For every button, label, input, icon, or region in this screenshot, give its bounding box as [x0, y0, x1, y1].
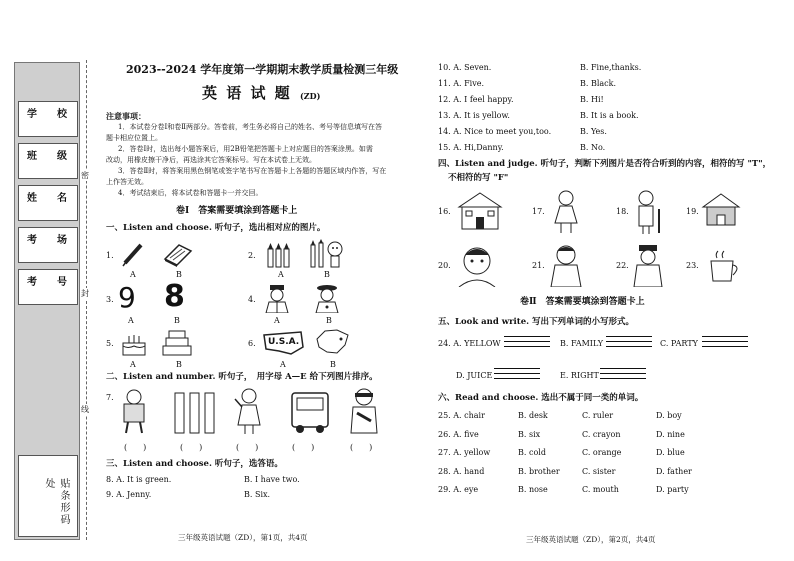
- q17-number: 17.: [532, 207, 545, 216]
- choice-option[interactable]: C. sister: [582, 466, 616, 476]
- pen-icon: [120, 240, 146, 268]
- hot-cup-icon: [702, 248, 746, 284]
- choice-option[interactable]: C. ruler: [582, 411, 614, 420]
- rulers-icon: [172, 390, 218, 436]
- q14-b[interactable]: B. Yes.: [580, 127, 607, 136]
- choice-option[interactable]: C. mouth: [582, 485, 619, 494]
- q5-number: 5.: [106, 339, 114, 348]
- school-building-icon: [454, 190, 506, 234]
- notice-line: 改动，用橡皮擦干净后，再选涂其它答案标号。写在本试卷上无效。: [106, 156, 316, 164]
- seal-cut-line: 密 封 线: [86, 60, 87, 540]
- page-title: 英 语 试 题: [202, 84, 292, 102]
- cold-child-icon: [114, 386, 154, 436]
- number-nine: 9: [118, 281, 136, 314]
- section-three-heading: 三、Listen and choose. 听句子，选答语。: [106, 459, 283, 469]
- section-four-heading: 四、Listen and judge. 听句子，判断下列图片是否符合听到的内容，相符的写 "T"，: [438, 159, 772, 169]
- notice-line: 上作答无效。: [106, 178, 148, 186]
- answer-blank[interactable]: ( ): [124, 443, 147, 452]
- volume-one-heading: 卷Ⅰ 答案需要填涂到答题卡上: [176, 206, 298, 216]
- q8-option-b[interactable]: B. I have two.: [244, 475, 300, 484]
- answer-blank[interactable]: ( ): [350, 443, 373, 452]
- choice-option[interactable]: 28. A. hand: [438, 466, 485, 476]
- section-one-heading: 一、Listen and choose. 听句子，选出相对应的图片。: [106, 223, 326, 233]
- crayons-icon: [264, 240, 298, 270]
- book-icon: [160, 240, 194, 268]
- word-right: E. RIGHT: [560, 371, 599, 380]
- q18-number: 18.: [616, 207, 629, 216]
- q22-number: 22.: [616, 261, 629, 270]
- china-map-icon: [314, 326, 352, 358]
- snowy-house-icon: [700, 190, 742, 230]
- answer-blank[interactable]: ( ): [292, 443, 315, 452]
- notice-line: 1．本试卷分卷Ⅰ和卷Ⅱ两部分。答卷前，考生务必将自己的姓名、考号等信息填写在答: [118, 123, 382, 131]
- barcode-area: 贴条形码处: [18, 455, 78, 537]
- choice-option[interactable]: C. crayon: [582, 429, 621, 439]
- choice-option[interactable]: B. six: [518, 429, 541, 439]
- choice-option[interactable]: D. boy: [656, 411, 682, 420]
- choice-option[interactable]: D. blue: [656, 448, 685, 457]
- notice-heading: 注意事项：: [106, 111, 146, 121]
- q9-option-a[interactable]: 9. A. Jenny.: [106, 490, 152, 499]
- q12-b[interactable]: B. Hi!: [580, 95, 604, 104]
- section-four-heading-cont: 不相符的写 "F": [448, 173, 509, 183]
- choice-option[interactable]: 27. A. yellow: [438, 448, 491, 457]
- bus-icon: [288, 388, 332, 436]
- notice-line: 2．答卷Ⅰ时，选出每小题答案后，用2B铅笔把答题卡上对应题目的答案涂黑。如需: [118, 145, 373, 153]
- page-footer: 三年级英语试题（ZD），第1页，共4页: [178, 533, 308, 542]
- usa-label: U.S.A.: [268, 337, 300, 347]
- choice-option[interactable]: D. father: [656, 466, 692, 476]
- volume-two-heading: 卷Ⅱ 答案需要填涂到答题卡上: [520, 297, 645, 307]
- choice-option[interactable]: D. nine: [656, 429, 685, 439]
- injured-boy-icon: [342, 386, 386, 436]
- class-field[interactable]: 班 级: [18, 143, 78, 179]
- answer-blank[interactable]: ( ): [180, 443, 203, 452]
- choice-option[interactable]: 25. A. chair: [438, 411, 485, 420]
- q20-number: 20.: [438, 261, 451, 270]
- choice-option[interactable]: B. brother: [518, 466, 560, 476]
- notice-line: 题卡相应位置上。: [106, 134, 162, 142]
- grandpa-icon: [630, 188, 666, 236]
- layered-cake-icon: [160, 326, 194, 358]
- girl-waving-icon: [232, 386, 266, 436]
- officer-icon: [628, 242, 668, 288]
- page-footer: 三年级英语试题（ZD），第2页，共4页: [526, 535, 656, 544]
- school-field[interactable]: 学 校: [18, 101, 78, 137]
- q3-number: 3.: [106, 295, 114, 304]
- girl-icon: [548, 188, 584, 236]
- boy-face-icon: [454, 242, 500, 288]
- q10-b[interactable]: B. Fine,thanks.: [580, 63, 642, 72]
- answer-blank[interactable]: ( ): [236, 443, 259, 452]
- q13-a[interactable]: 13. A. It is yellow.: [438, 111, 510, 120]
- q15-b[interactable]: B. No.: [580, 143, 606, 152]
- q4-number: 4.: [248, 295, 256, 304]
- choice-option[interactable]: B. nose: [518, 485, 548, 494]
- q9-option-b[interactable]: B. Six.: [244, 490, 271, 499]
- police-officer-icon: [262, 282, 292, 314]
- exam-room-field[interactable]: 考 场: [18, 227, 78, 263]
- pencils-icon: [306, 238, 346, 270]
- choice-option[interactable]: B. desk: [518, 411, 548, 420]
- student-icon: [546, 242, 586, 288]
- q11-b[interactable]: B. Black.: [580, 79, 617, 88]
- q1-number: 1.: [106, 251, 114, 260]
- word-party: C. PARTY: [660, 339, 698, 348]
- number-eight: 8: [164, 279, 185, 314]
- choice-option[interactable]: B. cold: [518, 448, 546, 457]
- section-five-heading: 五、Look and write. 写出下列单词的小写形式。: [438, 317, 635, 327]
- q15-a[interactable]: 15. A. Hi,Danny.: [438, 143, 504, 152]
- word-juice: D. JUICE: [456, 371, 493, 380]
- birthday-cake-icon: [118, 330, 150, 358]
- q11-a[interactable]: 11. A. Five.: [438, 79, 485, 88]
- q13-b[interactable]: B. It is a book.: [580, 111, 639, 120]
- notice-line: 4．考试结束后，将本试卷和答题卡一并交回。: [118, 189, 263, 197]
- q16-number: 16.: [438, 207, 451, 216]
- q7-number: 7.: [106, 393, 114, 402]
- choice-option[interactable]: D. party: [656, 485, 689, 494]
- exam-header: 2023--2024 学年度第一学期期末教学质量检测三年级: [126, 63, 399, 76]
- word-yellow: 24. A. YELLOW: [438, 339, 501, 348]
- q23-number: 23.: [686, 261, 699, 270]
- title-code: (ZD): [300, 91, 321, 101]
- section-two-heading: 二、Listen and number. 听句子， 用字母 A—E 给下列图片排序。: [106, 372, 378, 382]
- q2-number: 2.: [248, 251, 256, 260]
- word-family: B. FAMILY: [560, 339, 604, 348]
- choice-option[interactable]: 29. A. eye: [438, 485, 479, 494]
- soldier-icon: [312, 282, 342, 314]
- student-info-sidebar: [14, 62, 80, 540]
- q8-option-a[interactable]: 8. A. It is green.: [106, 475, 172, 484]
- q14-a[interactable]: 14. A. Nice to meet you,too.: [438, 127, 552, 136]
- q6-number: 6.: [248, 339, 256, 348]
- exam-number-field[interactable]: 考 号: [18, 269, 78, 305]
- q19-number: 19.: [686, 207, 699, 216]
- name-field[interactable]: 姓 名: [18, 185, 78, 221]
- q10-a[interactable]: 10. A. Seven.: [438, 63, 492, 72]
- choice-option[interactable]: C. orange: [582, 448, 622, 457]
- q21-number: 21.: [532, 261, 545, 270]
- q12-a[interactable]: 12. A. I feel happy.: [438, 95, 514, 104]
- notice-line: 3．答卷Ⅱ时，将答案用黑色钢笔或签字笔书写在答题卡上各题的答题区域内作答，写在: [118, 167, 387, 175]
- section-six-heading: 六、Read and choose. 选出不属于同一类的单词。: [438, 393, 644, 403]
- choice-option[interactable]: 26. A. five: [438, 429, 479, 439]
